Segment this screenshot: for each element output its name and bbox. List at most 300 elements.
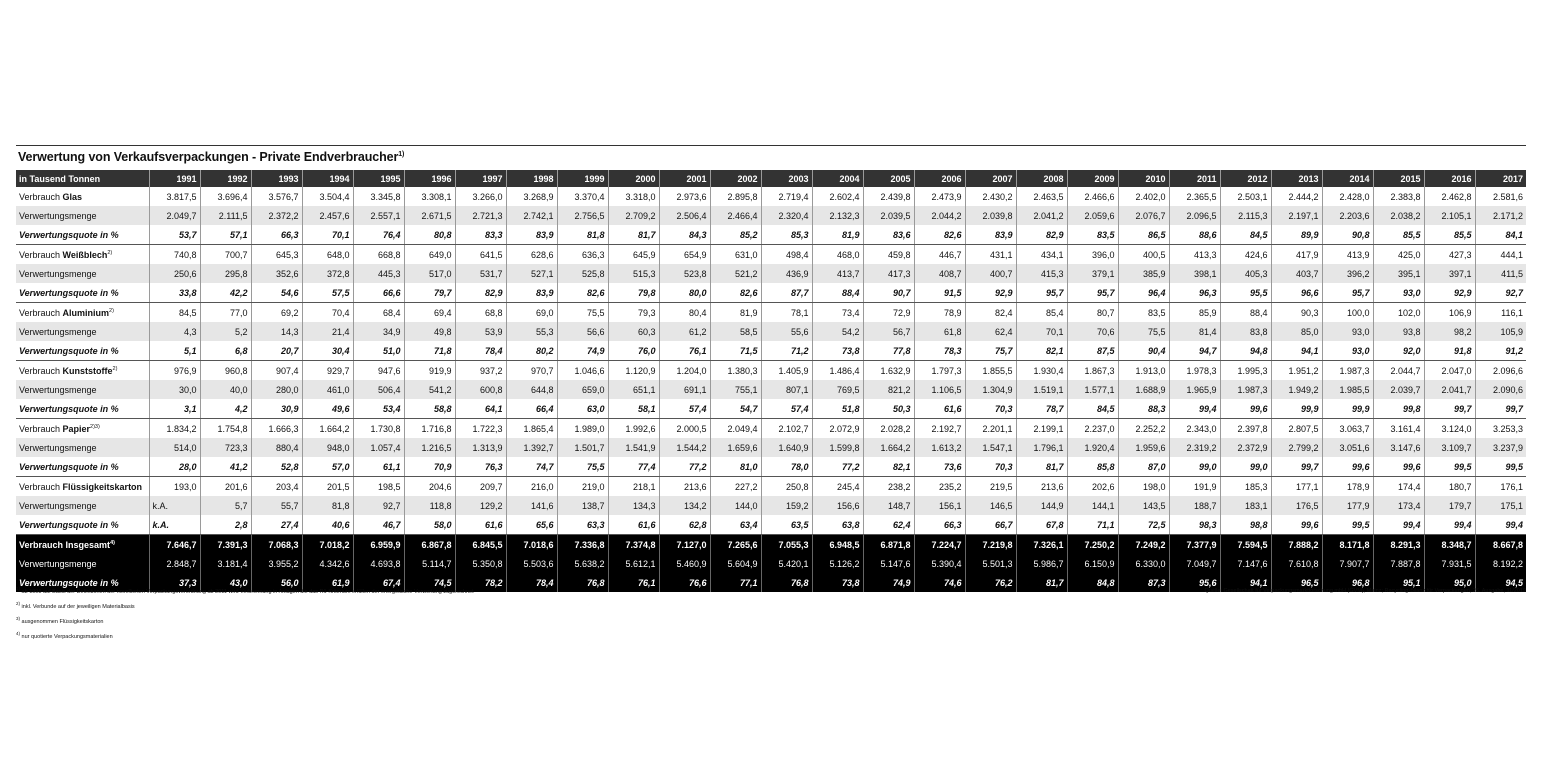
table-row (16, 554, 1526, 573)
table-cell: 1.985,5 (1322, 380, 1373, 399)
table-cell: 2.439,8 (863, 187, 914, 206)
table-cell: 2.102,7 (761, 419, 812, 439)
table-cell: 193,0 (149, 477, 200, 497)
table-cell: 3.345,8 (353, 187, 404, 206)
table-cell: 90,8 (1322, 225, 1373, 245)
table-cell: 2.581,6 (1475, 187, 1526, 206)
table-cell: 280,0 (251, 380, 302, 399)
table-cell: 82,9 (1016, 225, 1067, 245)
table-cell: 69,2 (251, 303, 302, 323)
table-cell: 185,3 (1220, 477, 1271, 497)
table-cell: 75,5 (557, 457, 608, 477)
table-cell: 77,2 (812, 457, 863, 477)
table-cell: 99,6 (1322, 457, 1373, 477)
table-cell: 73,8 (812, 341, 863, 361)
table-cell: 1.730,8 (353, 419, 404, 439)
table-cell: 81,0 (710, 457, 761, 477)
table-cell: 198,0 (1118, 477, 1169, 497)
table-row (16, 477, 1526, 497)
table-cell: 807,1 (761, 380, 812, 399)
table-cell: 72,5 (1118, 515, 1169, 535)
year-header: 1997 (455, 170, 506, 187)
table-cell: 96,8 (1322, 573, 1373, 592)
row-label: Verwertungsquote in % (16, 225, 149, 245)
table-cell: 425,0 (1373, 245, 1424, 265)
table-cell: 80,7 (1067, 303, 1118, 323)
table-cell: 5.503,6 (506, 554, 557, 573)
material-name: Glas (62, 191, 83, 202)
table-cell: 1.987,3 (1322, 361, 1373, 381)
table-cell: 919,9 (404, 361, 455, 381)
table-cell: 77,1 (710, 573, 761, 592)
data-table (16, 170, 1526, 592)
table-cell: 76,2 (965, 573, 1016, 592)
row-label-prefix: Verbrauch (19, 365, 63, 376)
table-cell: 2.506,4 (659, 206, 710, 225)
table-cell: 6.150,9 (1067, 554, 1118, 573)
table-cell: 8.291,3 (1373, 535, 1424, 555)
table-row (16, 225, 1526, 245)
year-header: 1999 (557, 170, 608, 187)
footnote-marker: 2) (16, 601, 21, 606)
table-row (16, 303, 1526, 323)
table-cell: 8.171,8 (1322, 535, 1373, 555)
table-cell: 2.203,6 (1322, 206, 1373, 225)
table-cell: 99,4 (1169, 399, 1220, 419)
table-cell: 2.463,5 (1016, 187, 1067, 206)
row-label: Verwertungsmenge (16, 380, 149, 399)
table-cell: 2.462,8 (1424, 187, 1475, 206)
table-cell: 1.865,4 (506, 419, 557, 439)
table-cell: 413,7 (812, 264, 863, 283)
table-cell: 1.046,6 (557, 361, 608, 381)
table-cell: 99,6 (1220, 399, 1271, 419)
table-cell: 58,1 (608, 399, 659, 419)
table-cell: 76,6 (659, 573, 710, 592)
table-cell: 2.320,4 (761, 206, 812, 225)
table-cell: 98,3 (1169, 515, 1220, 535)
table-cell: 54,6 (251, 283, 302, 303)
table-cell: 645,9 (608, 245, 659, 265)
table-cell: 95,5 (1220, 283, 1271, 303)
table-cell: 2.848,7 (149, 554, 200, 573)
table-cell: 6.845,5 (455, 535, 506, 555)
table-cell: 77,0 (200, 303, 251, 323)
row-label: Verwertungsquote in % (16, 399, 149, 419)
year-header: 2013 (1271, 170, 1322, 187)
table-cell: 70,3 (965, 457, 1016, 477)
table-cell: 85,0 (1271, 322, 1322, 341)
table-cell: 245,4 (812, 477, 863, 497)
table-cell: 76,1 (659, 341, 710, 361)
table-cell: 82,1 (863, 457, 914, 477)
table-cell: 77,8 (863, 341, 914, 361)
table-cell: 250,8 (761, 477, 812, 497)
table-cell: 95,7 (1016, 283, 1067, 303)
table-cell: 4,2 (200, 399, 251, 419)
year-header: 1998 (506, 170, 557, 187)
row-label (16, 187, 149, 206)
table-cell: 84,8 (1067, 573, 1118, 592)
table-cell: 7.219,8 (965, 535, 1016, 555)
table-cell: 2.402,0 (1118, 187, 1169, 206)
table-cell: 1.106,5 (914, 380, 965, 399)
table-cell: 66,3 (914, 515, 965, 535)
table-cell: 250,6 (149, 264, 200, 283)
table-cell: 95,7 (1322, 283, 1373, 303)
table-cell: 2.090,6 (1475, 380, 1526, 399)
table-row (16, 380, 1526, 399)
table-cell: 99,9 (1271, 399, 1322, 419)
table-cell: 1.965,9 (1169, 380, 1220, 399)
table-cell: 77,4 (608, 457, 659, 477)
table-cell: 148,7 (863, 496, 914, 515)
table-cell: 3.696,4 (200, 187, 251, 206)
table-cell: 54,7 (710, 399, 761, 419)
table-cell: 434,1 (1016, 245, 1067, 265)
table-cell: 99,7 (1271, 457, 1322, 477)
table-cell: 5.986,7 (1016, 554, 1067, 573)
table-cell: 1.796,1 (1016, 438, 1067, 457)
table-cell: 58,0 (404, 515, 455, 535)
table-cell: 3.253,3 (1475, 419, 1526, 439)
year-header: 2001 (659, 170, 710, 187)
table-cell: 3.181,4 (200, 554, 251, 573)
table-cell: 1.120,9 (608, 361, 659, 381)
year-header: 1993 (251, 170, 302, 187)
table-cell: 769,5 (812, 380, 863, 399)
table-cell: 1.664,2 (863, 438, 914, 457)
table-cell: 3.266,0 (455, 187, 506, 206)
material-name: Kunststoffe (62, 365, 113, 376)
table-cell: 94,5 (1475, 573, 1526, 592)
table-cell: 178,9 (1322, 477, 1373, 497)
table-cell: 204,6 (404, 477, 455, 497)
table-cell: 99,7 (1475, 399, 1526, 419)
table-cell: 2.973,6 (659, 187, 710, 206)
table-cell: 654,9 (659, 245, 710, 265)
table-cell: 81,4 (1169, 322, 1220, 341)
table-cell: 515,3 (608, 264, 659, 283)
table-cell: 514,0 (149, 438, 200, 457)
table-cell: 8.667,8 (1475, 535, 1526, 555)
table-cell: 21,4 (302, 322, 353, 341)
table-cell: 352,6 (251, 264, 302, 283)
table-cell: 397,1 (1424, 264, 1475, 283)
table-cell: 73,4 (812, 303, 863, 323)
table-cell: 960,8 (200, 361, 251, 381)
table-cell: 1.951,2 (1271, 361, 1322, 381)
table-cell: 2.132,3 (812, 206, 863, 225)
table-cell: 99,0 (1220, 457, 1271, 477)
table-cell: 82,6 (710, 283, 761, 303)
table-cell: 1.613,2 (914, 438, 965, 457)
table-cell: 81,7 (1016, 457, 1067, 477)
row-label-prefix: Verbrauch (19, 539, 66, 550)
table-cell: 7.931,5 (1424, 554, 1475, 573)
table-cell: 7.326,1 (1016, 535, 1067, 555)
table-cell: 70,9 (404, 457, 455, 477)
table-cell: 91,2 (1475, 341, 1526, 361)
table-cell: 80,8 (404, 225, 455, 245)
table-cell: 2.397,8 (1220, 419, 1271, 439)
table-cell: 68,4 (353, 303, 404, 323)
table-cell: 80,4 (659, 303, 710, 323)
table-cell: 66,7 (965, 515, 1016, 535)
table-cell: 30,4 (302, 341, 353, 361)
table-cell: 411,5 (1475, 264, 1526, 283)
row-label: Verwertungsmenge (16, 264, 149, 283)
table-cell: 61,1 (353, 457, 404, 477)
table-cell: 87,5 (1067, 341, 1118, 361)
table-cell: 948,0 (302, 438, 353, 457)
table-cell: 78,0 (761, 457, 812, 477)
table-cell: 1.930,4 (1016, 361, 1067, 381)
table-cell: 209,7 (455, 477, 506, 497)
table-cell: 91,8 (1424, 341, 1475, 361)
table-cell: 8.348,7 (1424, 535, 1475, 555)
year-header: 1994 (302, 170, 353, 187)
table-cell: 219,5 (965, 477, 1016, 497)
table-cell: 3.147,6 (1373, 438, 1424, 457)
table-cell: 631,0 (710, 245, 761, 265)
table-cell: 459,8 (863, 245, 914, 265)
table-cell: 129,2 (455, 496, 506, 515)
table-cell: 527,1 (506, 264, 557, 283)
table-cell: 57,4 (659, 399, 710, 419)
table-cell: 2.047,0 (1424, 361, 1475, 381)
table-cell: 2.503,1 (1220, 187, 1271, 206)
table-cell: 201,6 (200, 477, 251, 497)
year-header: 2011 (1169, 170, 1220, 187)
table-cell: 85,2 (710, 225, 761, 245)
table-cell: 118,8 (404, 496, 455, 515)
table-cell: 183,1 (1220, 496, 1271, 515)
year-header: 2015 (1373, 170, 1424, 187)
footnote-text: ausgenommen Flüssigkeitskarton (20, 618, 104, 625)
table-cell: 644,8 (506, 380, 557, 399)
table-cell: 88,4 (812, 283, 863, 303)
footnote-ref: 2) (107, 249, 113, 256)
year-header: 2010 (1118, 170, 1169, 187)
table-cell: 755,1 (710, 380, 761, 399)
footnote-marker: 3) (16, 616, 21, 621)
table-cell: 691,1 (659, 380, 710, 399)
footnote (16, 616, 1526, 631)
table-cell: 70,6 (1067, 322, 1118, 341)
table-cell: 6.867,8 (404, 535, 455, 555)
row-label: Verwertungsmenge (16, 206, 149, 225)
table-cell: 2.466,4 (710, 206, 761, 225)
table-cell: 78,2 (455, 573, 506, 592)
table-cell: 417,9 (1271, 245, 1322, 265)
table-cell: 53,9 (455, 322, 506, 341)
table-cell: 8.192,2 (1475, 554, 1526, 573)
table-cell: 541,2 (404, 380, 455, 399)
table-cell: 385,9 (1118, 264, 1169, 283)
year-header: 2004 (812, 170, 863, 187)
table-cell: 94,1 (1271, 341, 1322, 361)
table-cell: 30,9 (251, 399, 302, 419)
table-cell: 28,0 (149, 457, 200, 477)
footnotes (16, 586, 1526, 646)
table-cell: 83,3 (455, 225, 506, 245)
table-cell: 2.237,0 (1067, 419, 1118, 439)
table-cell: 5.390,4 (914, 554, 965, 573)
year-header: 2009 (1067, 170, 1118, 187)
table-cell: 1.599,8 (812, 438, 863, 457)
table-cell: 84,5 (1067, 399, 1118, 419)
table-cell: 213,6 (1016, 477, 1067, 497)
table-cell: 92,9 (1424, 283, 1475, 303)
table-cell: 628,6 (506, 245, 557, 265)
row-label-prefix: Verbrauch (19, 249, 63, 260)
table-cell: 198,5 (353, 477, 404, 497)
table-cell: 71,2 (761, 341, 812, 361)
table-cell: 84,3 (659, 225, 710, 245)
year-header: 2014 (1322, 170, 1373, 187)
table-cell: 63,5 (761, 515, 812, 535)
table-cell: 2.466,6 (1067, 187, 1118, 206)
table-cell: 1.959,6 (1118, 438, 1169, 457)
unit-label: in Tausend Tonnen (16, 170, 149, 187)
page-title: Verwertung von Verkaufsverpackungen - Private Endverbraucher$^{1)}$ (18, 150, 405, 164)
table-cell: 102,0 (1373, 303, 1424, 323)
header-row (16, 170, 1526, 187)
table-cell: 73,8 (812, 573, 863, 592)
table-cell: 76,1 (608, 573, 659, 592)
table-row (16, 187, 1526, 206)
table-cell: 3.955,2 (251, 554, 302, 573)
table-cell: 1.867,3 (1067, 361, 1118, 381)
row-label: Verwertungsquote in % (16, 573, 149, 592)
table-cell: 76,4 (353, 225, 404, 245)
row-label (16, 419, 149, 439)
table-cell: 134,3 (608, 496, 659, 515)
table-cell: 523,8 (659, 264, 710, 283)
table-cell: 37,3 (149, 573, 200, 592)
table-cell: 202,6 (1067, 477, 1118, 497)
table-cell: 82,6 (914, 225, 965, 245)
table-cell: 51,0 (353, 341, 404, 361)
table-row (16, 206, 1526, 225)
table-cell: 2.721,3 (455, 206, 506, 225)
table-cell: 99,7 (1424, 399, 1475, 419)
table-cell: 413,3 (1169, 245, 1220, 265)
table-cell: 61,6 (455, 515, 506, 535)
table-cell: 7.594,5 (1220, 535, 1271, 555)
table-cell: 6.871,8 (863, 535, 914, 555)
table-cell: 76,8 (557, 573, 608, 592)
table-cell: 84,5 (149, 303, 200, 323)
table-cell: 3,1 (149, 399, 200, 419)
table-cell: 3.268,9 (506, 187, 557, 206)
table-cell: 175,1 (1475, 496, 1526, 515)
row-label: Verwertungsquote in % (16, 515, 149, 535)
table-cell: 468,0 (812, 245, 863, 265)
table-cell: 78,7 (1016, 399, 1067, 419)
table-cell: 2.319,2 (1169, 438, 1220, 457)
table-cell: 659,0 (557, 380, 608, 399)
table-cell: 461,0 (302, 380, 353, 399)
table-cell: 93,0 (1322, 341, 1373, 361)
table-cell: 80,2 (506, 341, 557, 361)
table-cell: 75,7 (965, 341, 1016, 361)
year-header: 2008 (1016, 170, 1067, 187)
year-header: 2002 (710, 170, 761, 187)
table-cell: 1.544,2 (659, 438, 710, 457)
table-cell: 2.372,9 (1220, 438, 1271, 457)
table-cell: 49,8 (404, 322, 455, 341)
table-cell: 134,2 (659, 496, 710, 515)
footnote-marker: 1) (16, 586, 21, 591)
table-cell: 14,3 (251, 322, 302, 341)
material-name: Weißblech (62, 249, 108, 260)
table-cell: 98,2 (1424, 322, 1475, 341)
table-cell: 98,8 (1220, 515, 1271, 535)
row-label: Verwertungsquote in % (16, 341, 149, 361)
table-cell: 506,4 (353, 380, 404, 399)
table-cell: 431,1 (965, 245, 1016, 265)
table-cell: 81,7 (1016, 573, 1067, 592)
table-cell: 96,5 (1271, 573, 1322, 592)
table-cell: 4.342,6 (302, 554, 353, 573)
table-cell: 70,1 (302, 225, 353, 245)
table-cell: 7.374,8 (608, 535, 659, 555)
table-cell: 83,5 (1067, 225, 1118, 245)
table-cell: 2.044,2 (914, 206, 965, 225)
table-cell: 7.646,7 (149, 535, 200, 555)
table-cell: 74,5 (404, 573, 455, 592)
table-cell: 81,9 (710, 303, 761, 323)
table-cell: 144,9 (1016, 496, 1067, 515)
table-cell: 90,7 (863, 283, 914, 303)
table-cell: 3.124,0 (1424, 419, 1475, 439)
table-cell: 138,7 (557, 496, 608, 515)
table-cell: k.A. (149, 496, 200, 515)
table-cell: 191,9 (1169, 477, 1220, 497)
table-cell: 43,0 (200, 573, 251, 592)
table-cell: 70,1 (1016, 322, 1067, 341)
table-cell: 2.457,6 (302, 206, 353, 225)
table-cell: 947,6 (353, 361, 404, 381)
table-cell: 27,4 (251, 515, 302, 535)
year-header: 2000 (608, 170, 659, 187)
table-cell: 1.501,7 (557, 438, 608, 457)
table-cell: 173,4 (1373, 496, 1424, 515)
table-cell: 2.557,1 (353, 206, 404, 225)
table-cell: 403,7 (1271, 264, 1322, 283)
table-cell: 5.147,6 (863, 554, 914, 573)
table-cell: 71,8 (404, 341, 455, 361)
table-cell: 2.039,8 (965, 206, 1016, 225)
table-cell: 99,9 (1322, 399, 1373, 419)
table-cell: 1.547,1 (965, 438, 1016, 457)
table-cell: 57,1 (200, 225, 251, 245)
table-cell: 106,9 (1424, 303, 1475, 323)
table-cell: 30,0 (149, 380, 200, 399)
table-cell: 880,4 (251, 438, 302, 457)
table-cell: 498,4 (761, 245, 812, 265)
table-container (16, 145, 1526, 592)
table-cell: 80,0 (659, 283, 710, 303)
table-cell: 427,3 (1424, 245, 1475, 265)
table-row (16, 264, 1526, 283)
table-cell: 74,9 (863, 573, 914, 592)
table-row (16, 361, 1526, 381)
table-cell: 2.383,8 (1373, 187, 1424, 206)
table-cell: 58,8 (404, 399, 455, 419)
